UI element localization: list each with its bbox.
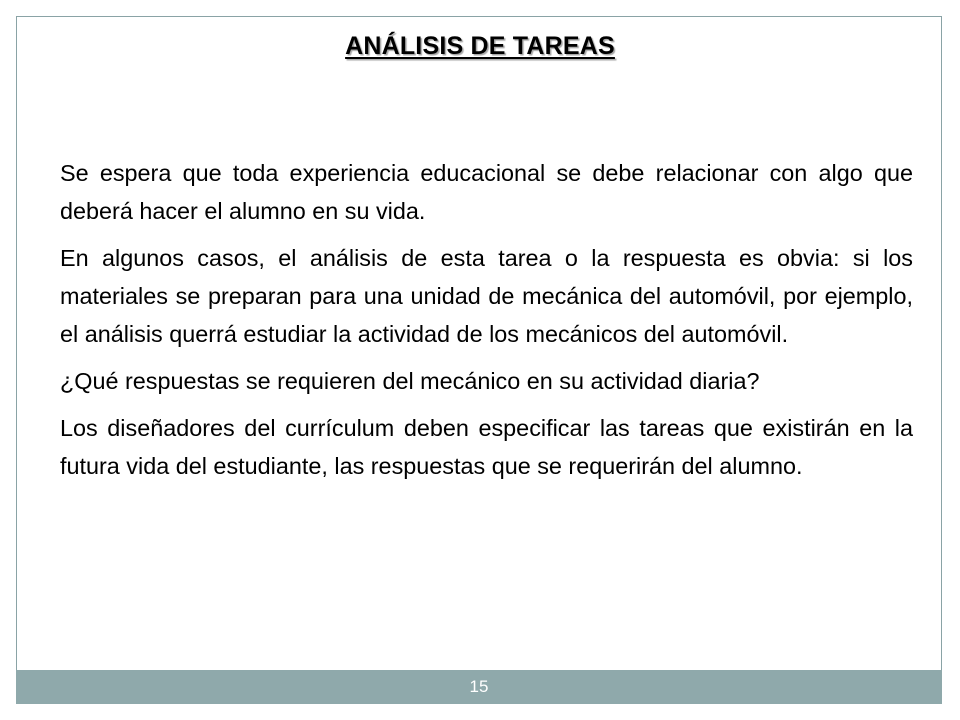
- slide-body: [60, 154, 913, 494]
- paragraph-3-question: ¿Qué respuestas se requieren del mecánico en su actividad diaria?: [60, 368, 760, 394]
- slide-title: ANÁLISIS DE TAREAS: [345, 32, 615, 60]
- page-number: 15: [469, 677, 489, 696]
- paragraph-1: Se espera que toda experiencia educacional se debe relacionar con algo que deberá hacer el alumno en su vida.: [60, 160, 913, 224]
- footer-bar: [16, 670, 942, 704]
- paragraph-4: Los diseñadores del currículum deben especificar las tareas que existirán en la futura vida del estudiante, las respuestas que se requerirán del alumno.: [60, 415, 913, 479]
- paragraph-2: En algunos casos, el análisis de esta tarea o la respuesta es obvia: si los materiales se preparan para una unidad de mecánica del automóvil, por ejemplo, el análisis querrá estudiar la actividad de los mecánicos del automóvil.: [60, 245, 913, 347]
